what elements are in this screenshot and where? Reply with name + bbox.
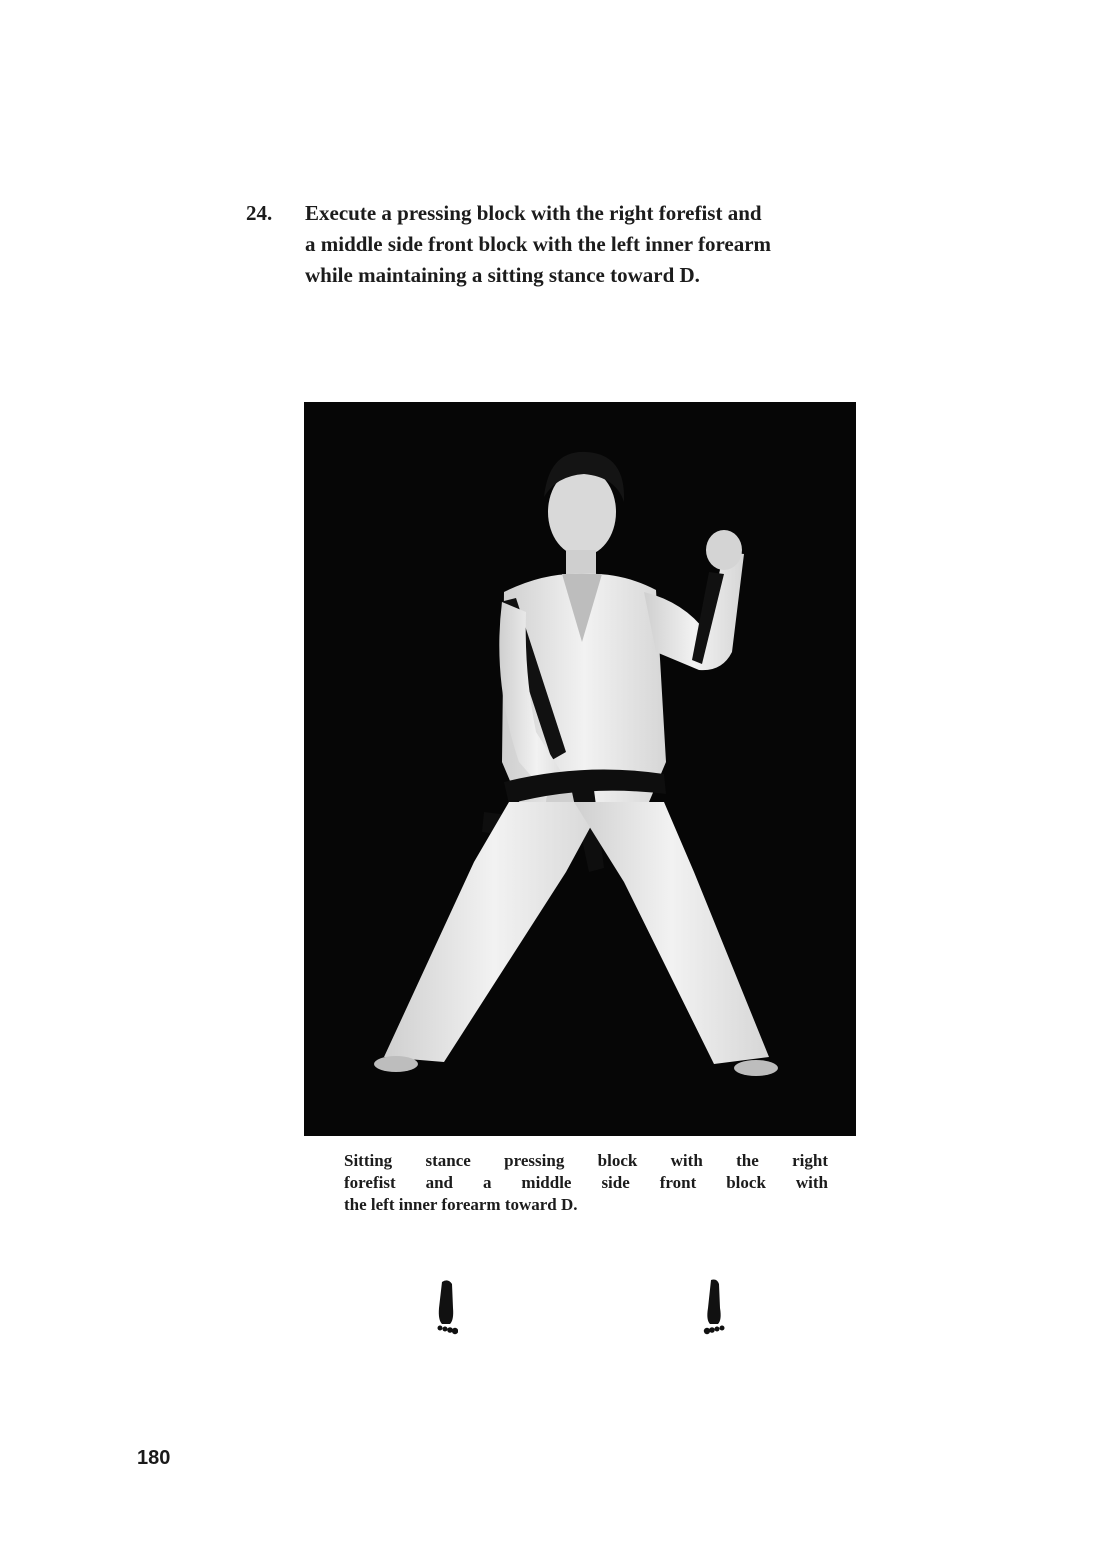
caption-line-2: forefist and a middle side front block with: [344, 1173, 828, 1192]
photo-caption: [344, 1150, 828, 1216]
caption-line-3: the left inner forearm toward D.: [344, 1195, 578, 1214]
technique-photo: [304, 402, 856, 1136]
step-number: 24.: [246, 201, 273, 225]
right-footprint-icon: [703, 1278, 725, 1338]
page-number: 180: [137, 1447, 171, 1469]
martial-artist-figure: [304, 402, 856, 1136]
left-footprint-icon: [436, 1278, 458, 1338]
caption-line-1: Sitting stance pressing block with the right: [344, 1151, 828, 1170]
step-text: Execute a pressing block with the right forefist and a middle side front block with the left inner forearm while maintaining a sitting stance toward D.: [305, 201, 772, 287]
